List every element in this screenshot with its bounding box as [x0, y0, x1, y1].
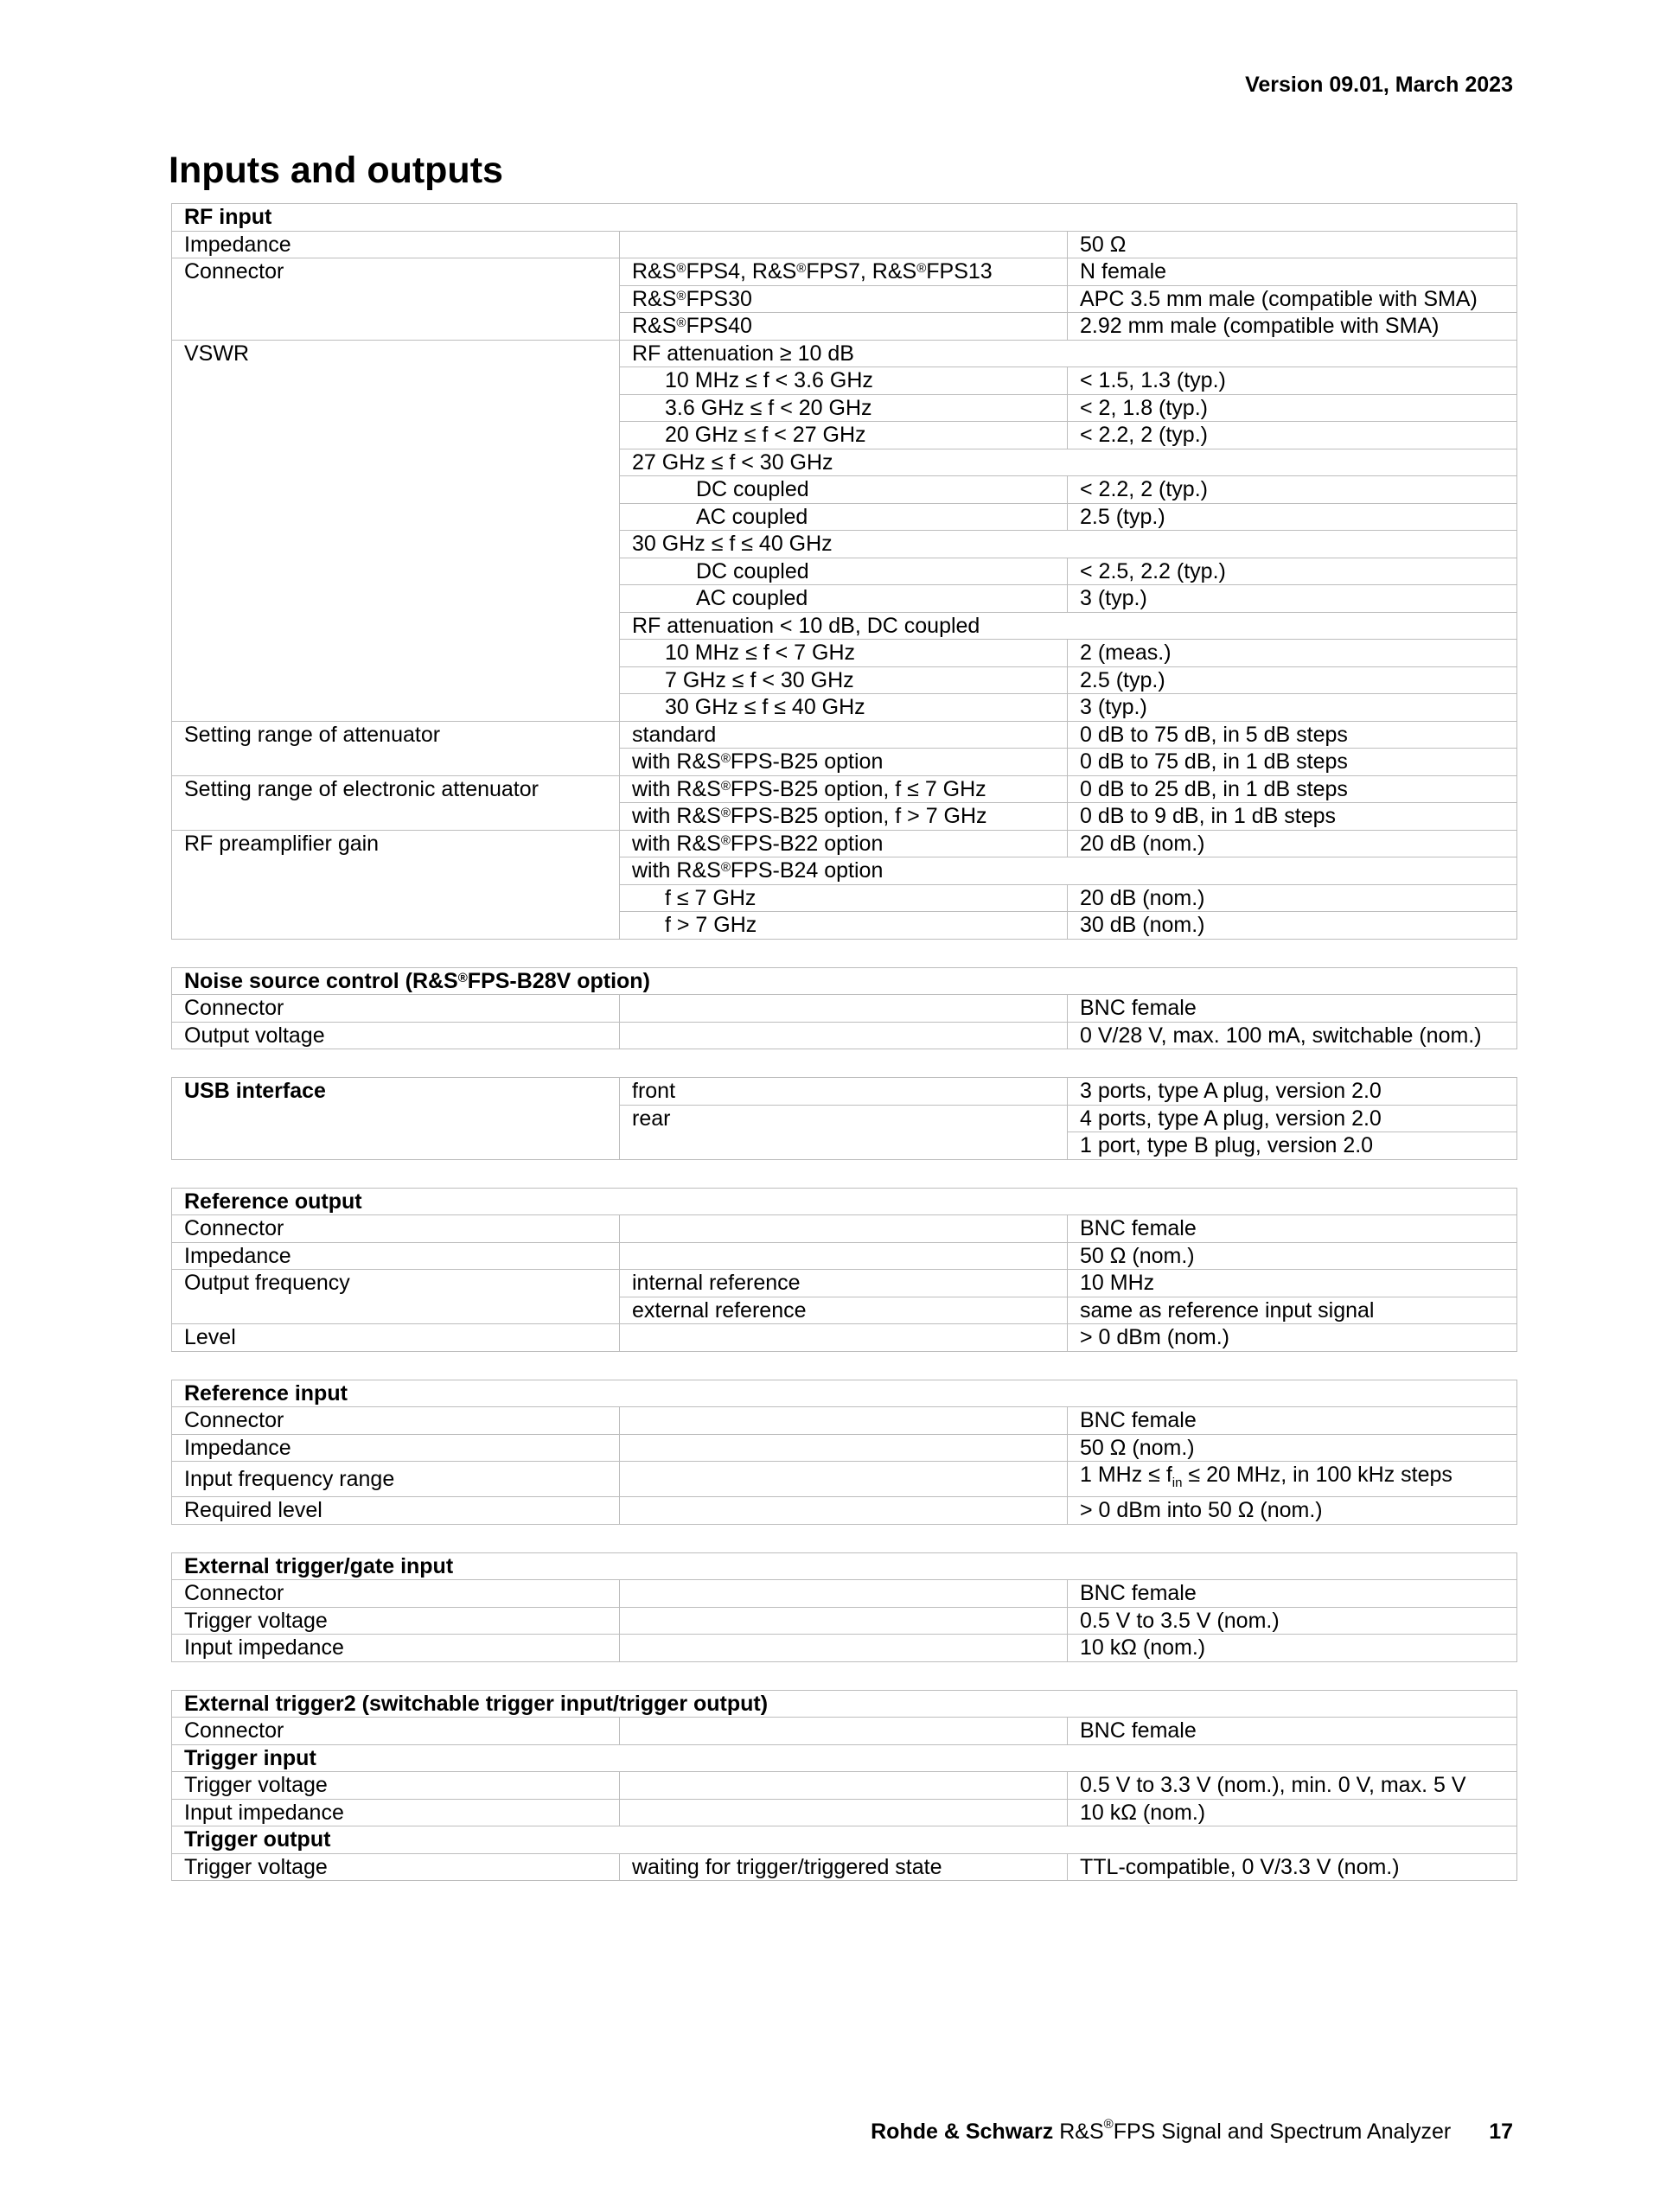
section-title: Noise source control (R&S®FPS-B28V option) — [172, 967, 1517, 995]
spec-value: BNC female — [1068, 995, 1517, 1023]
table-row — [172, 1434, 1517, 1462]
spec-value: < 1.5, 1.3 (typ.) — [1068, 367, 1517, 395]
table-row — [172, 1718, 1517, 1745]
table-row — [172, 857, 1517, 885]
spec-label: Trigger voltage — [172, 1607, 620, 1635]
table-row — [172, 640, 1517, 667]
spec-label: Impedance — [172, 231, 620, 258]
footer-brand: Rohde & Schwarz — [871, 2120, 1054, 2144]
table-row — [172, 1462, 1517, 1497]
section-title: RF input — [172, 204, 1517, 232]
spec-condition: RF attenuation ≥ 10 dB — [620, 340, 1517, 367]
spec-label: Impedance — [172, 1242, 620, 1270]
table-row — [172, 1407, 1517, 1435]
section-title: Reference input — [172, 1380, 1517, 1407]
footer-product: R&S®FPS Signal and Spectrum Analyzer — [1053, 2117, 1452, 2144]
table-row — [172, 285, 1517, 313]
page-number: 17 — [1489, 2120, 1513, 2144]
table-row — [172, 749, 1517, 776]
spec-condition: 7 GHz ≤ f < 30 GHz — [620, 666, 1068, 694]
spec-value: 3 (typ.) — [1068, 694, 1517, 722]
spec-condition: with R&S®FPS-B24 option — [620, 857, 1517, 885]
spec-value: 0 V/28 V, max. 100 mA, switchable (nom.) — [1068, 1022, 1517, 1049]
spec-value: 3 ports, type A plug, version 2.0 — [1068, 1078, 1517, 1106]
table-row — [172, 340, 1517, 367]
table-row — [172, 1607, 1517, 1635]
spec-condition: f ≤ 7 GHz — [620, 884, 1068, 912]
spec-label: Output voltage — [172, 1022, 620, 1049]
table-row — [172, 1635, 1517, 1662]
spec-label: Setting range of attenuator — [172, 721, 620, 749]
table-row — [172, 1497, 1517, 1525]
spec-label: Input impedance — [172, 1635, 620, 1662]
spec-value: 10 MHz — [1068, 1270, 1517, 1297]
spec-condition: AC coupled — [620, 585, 1068, 613]
subsection-title: Trigger output — [172, 1826, 1517, 1854]
spec-condition: 20 GHz ≤ f < 27 GHz — [620, 422, 1068, 449]
spec-value: 30 dB (nom.) — [1068, 912, 1517, 940]
table-row — [172, 367, 1517, 395]
spec-label: Setting range of electronic attenuator — [172, 775, 620, 803]
spec-tables — [171, 203, 1516, 1909]
table-row — [172, 231, 1517, 258]
spec-value: > 0 dBm (nom.) — [1068, 1324, 1517, 1352]
spec-label: Input frequency range — [172, 1462, 620, 1497]
table-row — [172, 666, 1517, 694]
spec-condition: f > 7 GHz — [620, 912, 1068, 940]
reference-output-table — [171, 1188, 1517, 1352]
spec-condition: R&S®FPS4, R&S®FPS7, R&S®FPS13 — [620, 258, 1068, 286]
spec-value: BNC female — [1068, 1580, 1517, 1608]
spec-condition: with R&S®FPS-B25 option, f > 7 GHz — [620, 803, 1068, 831]
table-row — [172, 721, 1517, 749]
spec-value: 50 Ω — [1068, 231, 1517, 258]
spec-condition: 3.6 GHz ≤ f < 20 GHz — [620, 394, 1068, 422]
spec-condition: AC coupled — [620, 503, 1068, 531]
spec-condition: 10 MHz ≤ f < 7 GHz — [620, 640, 1068, 667]
spec-condition: DC coupled — [620, 476, 1068, 504]
external-trigger-table — [171, 1552, 1517, 1662]
external-trigger2-table — [171, 1690, 1517, 1882]
spec-value: < 2.2, 2 (typ.) — [1068, 476, 1517, 504]
spec-value: 0 dB to 75 dB, in 1 dB steps — [1068, 749, 1517, 776]
table-row — [172, 558, 1517, 585]
table-row — [172, 531, 1517, 558]
spec-value: 50 Ω (nom.) — [1068, 1242, 1517, 1270]
spec-value: BNC female — [1068, 1718, 1517, 1745]
spec-label: RF preamplifier gain — [172, 830, 620, 857]
spec-value: 20 dB (nom.) — [1068, 884, 1517, 912]
spec-label: Connector — [172, 1215, 620, 1243]
spec-value: 50 Ω (nom.) — [1068, 1434, 1517, 1462]
spec-label: VSWR — [172, 340, 620, 367]
spec-value: N female — [1068, 258, 1517, 286]
spec-value: 20 dB (nom.) — [1068, 830, 1517, 857]
spec-condition: with R&S®FPS-B25 option — [620, 749, 1068, 776]
table-row — [172, 1324, 1517, 1352]
spec-label: Trigger voltage — [172, 1772, 620, 1800]
document-version: Version 09.01, March 2023 — [1245, 73, 1513, 97]
spec-value: 0 dB to 9 dB, in 1 dB steps — [1068, 803, 1517, 831]
section-title: Reference output — [172, 1188, 1517, 1215]
spec-value: 0 dB to 25 dB, in 1 dB steps — [1068, 775, 1517, 803]
table-row — [172, 912, 1517, 940]
table-row — [172, 1078, 1517, 1106]
table-row — [172, 830, 1517, 857]
spec-value: 2 (meas.) — [1068, 640, 1517, 667]
spec-label — [172, 313, 620, 341]
spec-value: BNC female — [1068, 1407, 1517, 1435]
spec-condition: RF attenuation < 10 dB, DC coupled — [620, 612, 1517, 640]
table-row — [172, 1580, 1517, 1608]
table-row — [172, 775, 1517, 803]
spec-label — [172, 285, 620, 313]
spec-value: 2.92 mm male (compatible with SMA) — [1068, 313, 1517, 341]
spec-value: 2.5 (typ.) — [1068, 666, 1517, 694]
spec-value: TTL-compatible, 0 V/3.3 V (nom.) — [1068, 1853, 1517, 1881]
section-title: USB interface — [172, 1078, 620, 1106]
table-row — [172, 585, 1517, 613]
spec-value: 10 kΩ (nom.) — [1068, 1635, 1517, 1662]
spec-value: 1 MHz ≤ $f_{in} \le 20$ MHz, in 100 kHz steps — [1068, 1462, 1517, 1497]
spec-value: < 2.2, 2 (typ.) — [1068, 422, 1517, 449]
page-footer — [871, 2117, 1513, 2145]
spec-condition: DC coupled — [620, 558, 1068, 585]
spec-condition: 27 GHz ≤ f < 30 GHz — [620, 449, 1517, 476]
spec-label: Connector — [172, 258, 620, 286]
spec-label: Trigger voltage — [172, 1853, 620, 1881]
table-row — [172, 1105, 1517, 1132]
spec-value: 1 port, type B plug, version 2.0 — [1068, 1132, 1517, 1160]
spec-value: 0 dB to 75 dB, in 5 dB steps — [1068, 721, 1517, 749]
table-row — [172, 449, 1517, 476]
spec-condition: rear — [620, 1105, 1068, 1132]
spec-label: Required level — [172, 1497, 620, 1525]
spec-value: > 0 dBm into 50 Ω (nom.) — [1068, 1497, 1517, 1525]
table-row — [172, 394, 1517, 422]
rf-input-table — [171, 203, 1517, 940]
section-title: External trigger2 (switchable trigger input/trigger output) — [172, 1690, 1517, 1718]
spec-condition: waiting for trigger/triggered state — [620, 1853, 1068, 1881]
section-title: External trigger/gate input — [172, 1552, 1517, 1580]
table-row — [172, 1297, 1517, 1324]
subsection-title: Trigger input — [172, 1744, 1517, 1772]
spec-value: 4 ports, type A plug, version 2.0 — [1068, 1105, 1517, 1132]
table-row — [172, 803, 1517, 831]
spec-label: Connector — [172, 1580, 620, 1608]
table-row — [172, 884, 1517, 912]
table-row — [172, 313, 1517, 341]
spec-label: Connector — [172, 1718, 620, 1745]
table-row — [172, 1853, 1517, 1881]
spec-label: Input impedance — [172, 1799, 620, 1826]
spec-condition: with R&S®FPS-B25 option, f ≤ 7 GHz — [620, 775, 1068, 803]
spec-value: 0.5 V to 3.5 V (nom.) — [1068, 1607, 1517, 1635]
spec-value: BNC female — [1068, 1215, 1517, 1243]
table-row — [172, 694, 1517, 722]
usb-interface-table — [171, 1077, 1517, 1160]
spec-label: Connector — [172, 995, 620, 1023]
table-row — [172, 422, 1517, 449]
spec-value: 2.5 (typ.) — [1068, 503, 1517, 531]
spec-condition: 30 GHz ≤ f ≤ 40 GHz — [620, 694, 1068, 722]
spec-condition: standard — [620, 721, 1068, 749]
table-row — [172, 258, 1517, 286]
table-row — [172, 1215, 1517, 1243]
table-row — [172, 1242, 1517, 1270]
table-row — [172, 1799, 1517, 1826]
spec-condition: R&S®FPS40 — [620, 313, 1068, 341]
table-row — [172, 1772, 1517, 1800]
spec-condition: with R&S®FPS-B22 option — [620, 830, 1068, 857]
table-row — [172, 1270, 1517, 1297]
spec-condition: internal reference — [620, 1270, 1068, 1297]
table-row — [172, 1132, 1517, 1160]
page-title: Inputs and outputs — [169, 150, 503, 191]
table-row — [172, 503, 1517, 531]
noise-source-table — [171, 967, 1517, 1050]
spec-label: Output frequency — [172, 1270, 620, 1297]
spec-value: 3 (typ.) — [1068, 585, 1517, 613]
spec-condition: front — [620, 1078, 1068, 1106]
spec-value: APC 3.5 mm male (compatible with SMA) — [1068, 285, 1517, 313]
spec-label: Impedance — [172, 1434, 620, 1462]
spec-condition: R&S®FPS30 — [620, 285, 1068, 313]
spec-condition: 30 GHz ≤ f ≤ 40 GHz — [620, 531, 1517, 558]
spec-value: 0.5 V to 3.3 V (nom.), min. 0 V, max. 5 V — [1068, 1772, 1517, 1800]
spec-label: Connector — [172, 1407, 620, 1435]
spec-condition: 10 MHz ≤ f < 3.6 GHz — [620, 367, 1068, 395]
table-row — [172, 612, 1517, 640]
table-row — [172, 476, 1517, 504]
spec-label: Level — [172, 1324, 620, 1352]
table-row — [172, 1022, 1517, 1049]
spec-condition — [620, 231, 1068, 258]
spec-value: < 2.5, 2.2 (typ.) — [1068, 558, 1517, 585]
spec-value: same as reference input signal — [1068, 1297, 1517, 1324]
spec-value: 10 kΩ (nom.) — [1068, 1799, 1517, 1826]
spec-condition: external reference — [620, 1297, 1068, 1324]
spec-value: < 2, 1.8 (typ.) — [1068, 394, 1517, 422]
table-row — [172, 995, 1517, 1023]
reference-input-table — [171, 1380, 1517, 1525]
